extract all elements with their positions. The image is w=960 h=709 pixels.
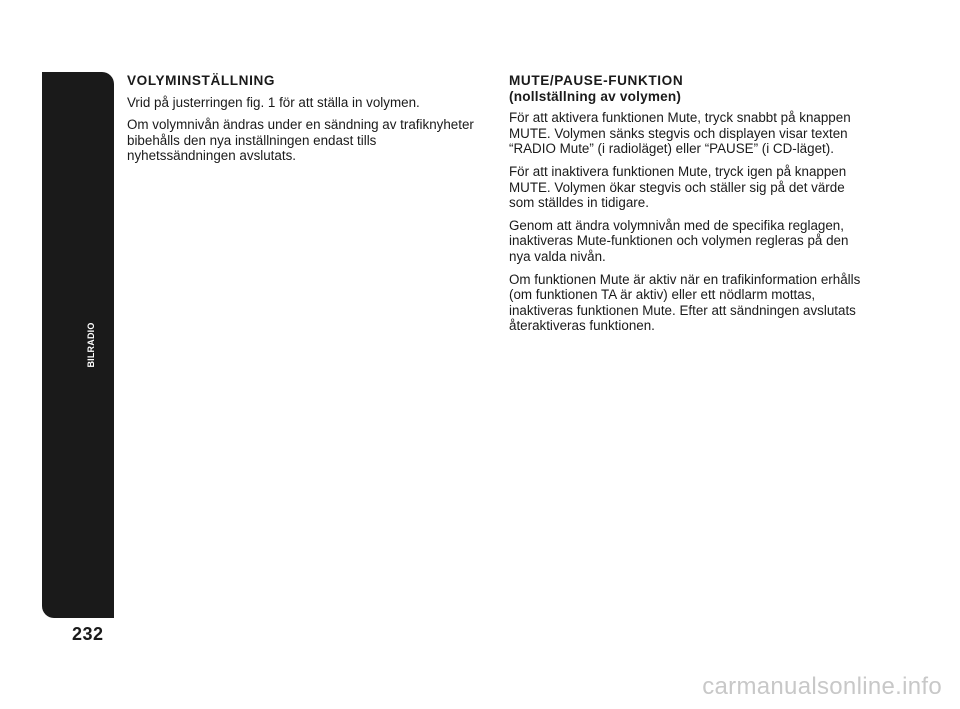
mute-paragraph-4: Om funktionen Mute är aktiv när en trafikinformation erhålls (om funktionen TA är aktiv) eller ett nödlarm mottas, inaktiveras funktionen Mute. Efter att sändningen avslutats återaktiveras funktionen. xyxy=(509,271,861,334)
volume-paragraph-2: Om volymnivån ändras under en sändning av trafiknyheter bibehålls den nya inställningen endast tills nyhetssändningen avslutats. xyxy=(127,117,474,164)
volume-heading: VOLYMINSTÄLLNING xyxy=(127,73,276,88)
mute-heading-title: MUTE/PAUSE-FUNKTION xyxy=(509,73,684,88)
mute-heading-subtitle: (nollställning av volymen) xyxy=(509,88,682,104)
left-column xyxy=(127,73,477,171)
side-tab xyxy=(42,72,114,618)
mute-paragraph-3: Genom att ändra volymnivån med de specifika reglagen, inaktiveras Mute-funktionen och volymen regleras på den nya valda nivån. xyxy=(509,217,849,264)
watermark: carmanualsonline.info xyxy=(702,673,942,700)
mute-paragraph-2: För att inaktivera funktionen Mute, tryck igen på knappen MUTE. Volymen ökar stegvis och ställer sig på det värde som ställdes in tidigare. xyxy=(509,163,847,211)
mute-paragraph-1: För att aktivera funktionen Mute, tryck snabbt på knappen MUTE. Volymen sänks stegvis och displayen visar texten “RADIO Mute” (i radioläget) eller “PAUSE” (i CD-läget). xyxy=(509,110,851,157)
mute-heading xyxy=(509,73,864,104)
right-column xyxy=(509,73,864,341)
section-label: BILRADIO xyxy=(86,322,96,368)
page-number: 232 xyxy=(72,624,104,644)
volume-paragraph-1: Vrid på justerringen fig. 1 för att ställa in volymen. xyxy=(127,94,420,110)
